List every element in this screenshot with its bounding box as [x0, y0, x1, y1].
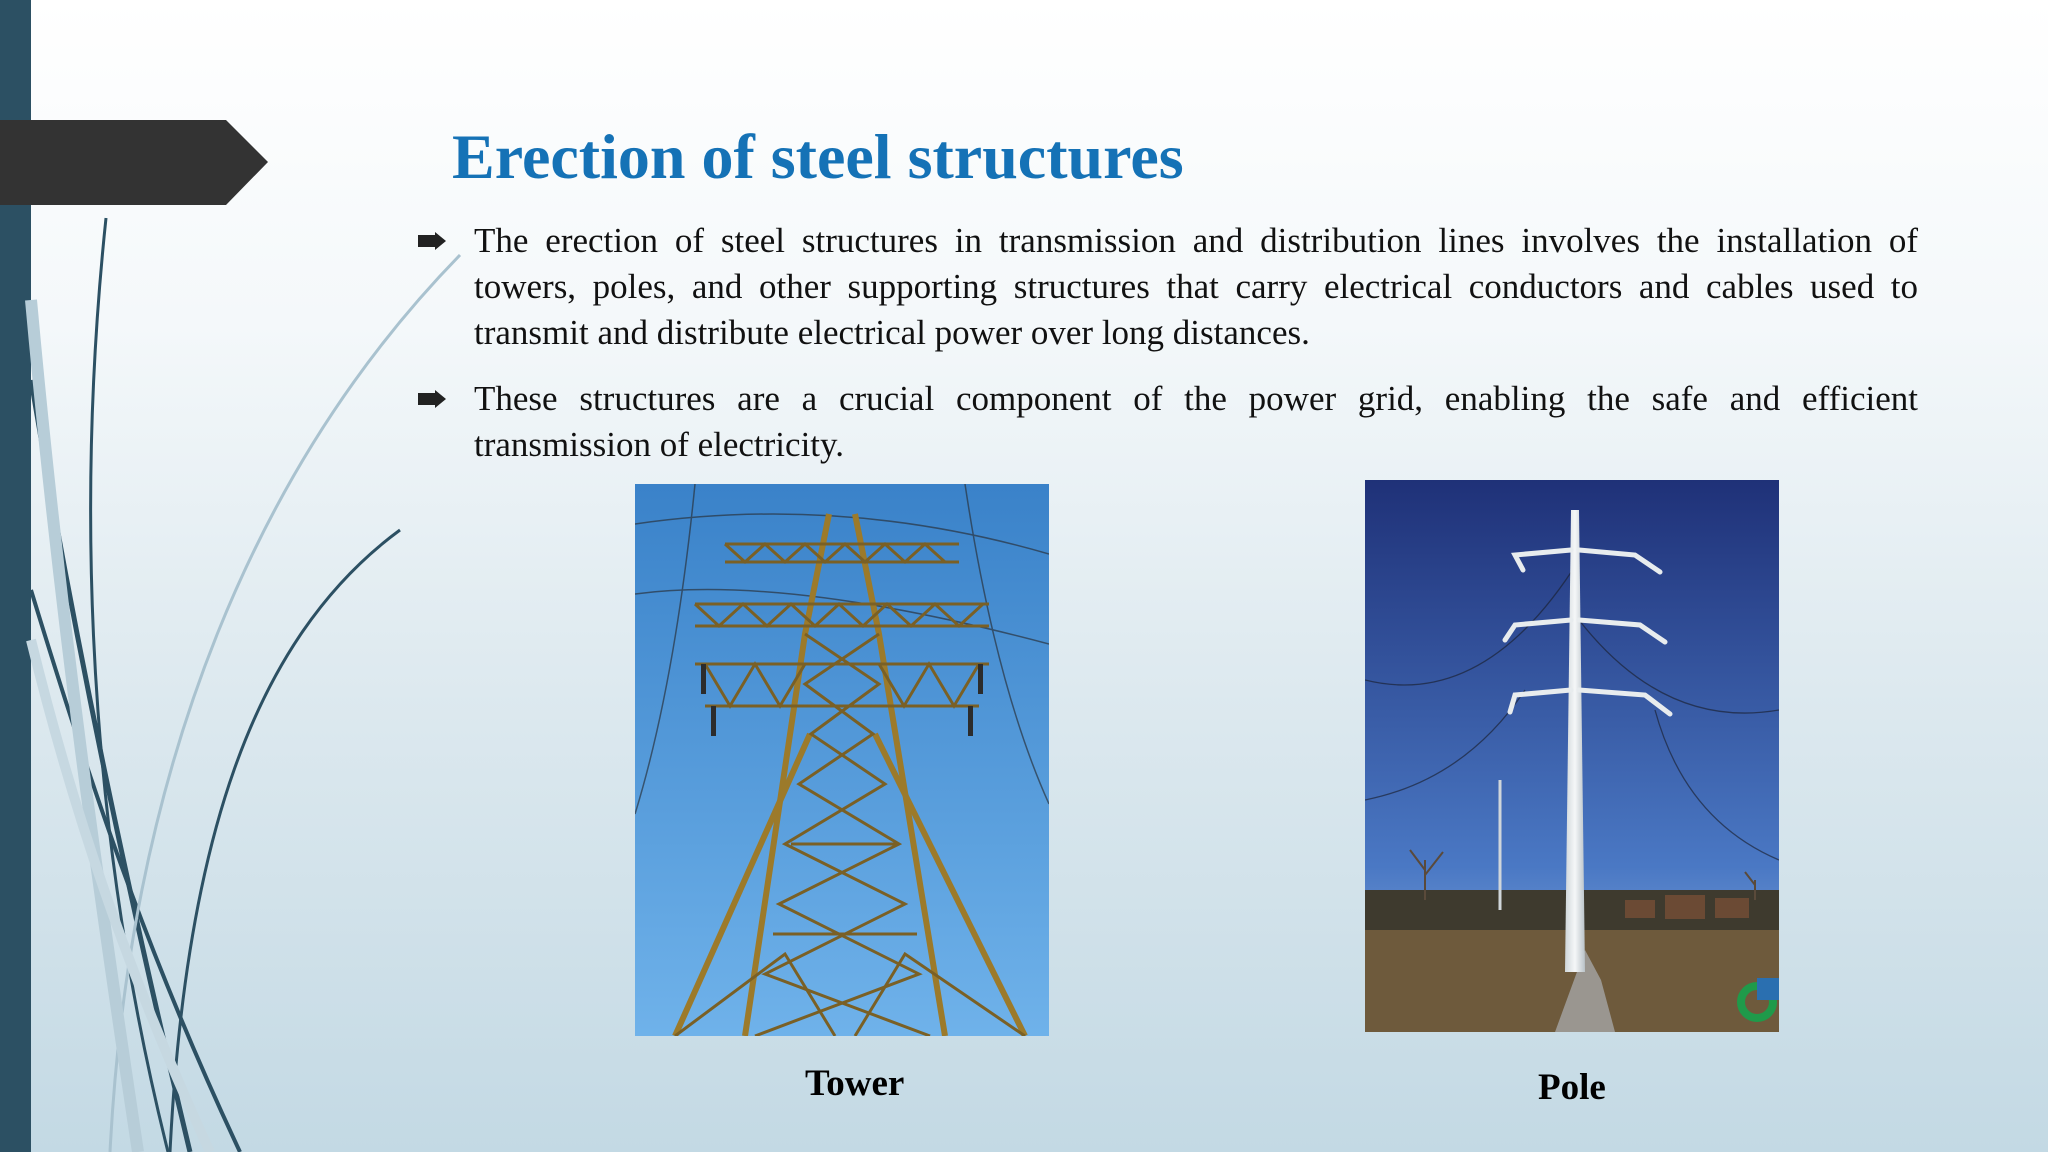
- pole-photo: [1365, 480, 1779, 1032]
- bullet-item: [414, 376, 1918, 468]
- bullet-item: [414, 218, 1918, 356]
- title-tab-arrow: [0, 120, 268, 205]
- pole-caption: Pole: [1538, 1067, 1606, 1108]
- arrow-bullet-icon: [418, 232, 446, 250]
- bullet-text: The erection of steel structures in transmission and distribution lines involves the installation of towers, poles, and other supporting structures that carry electrical conductors and cables used to transmit and distribute electrical power over long distances.: [474, 221, 1918, 352]
- bullet-list: [414, 218, 1918, 468]
- tower-photo: [635, 484, 1049, 1036]
- arrow-bullet-icon: [418, 390, 446, 408]
- tower-caption: Tower: [805, 1063, 905, 1104]
- bullet-text: These structures are a crucial component of the power grid, enabling the safe and efficient transmission of electricity.: [474, 379, 1918, 464]
- slide-title: Erection of steel structures: [452, 121, 1184, 192]
